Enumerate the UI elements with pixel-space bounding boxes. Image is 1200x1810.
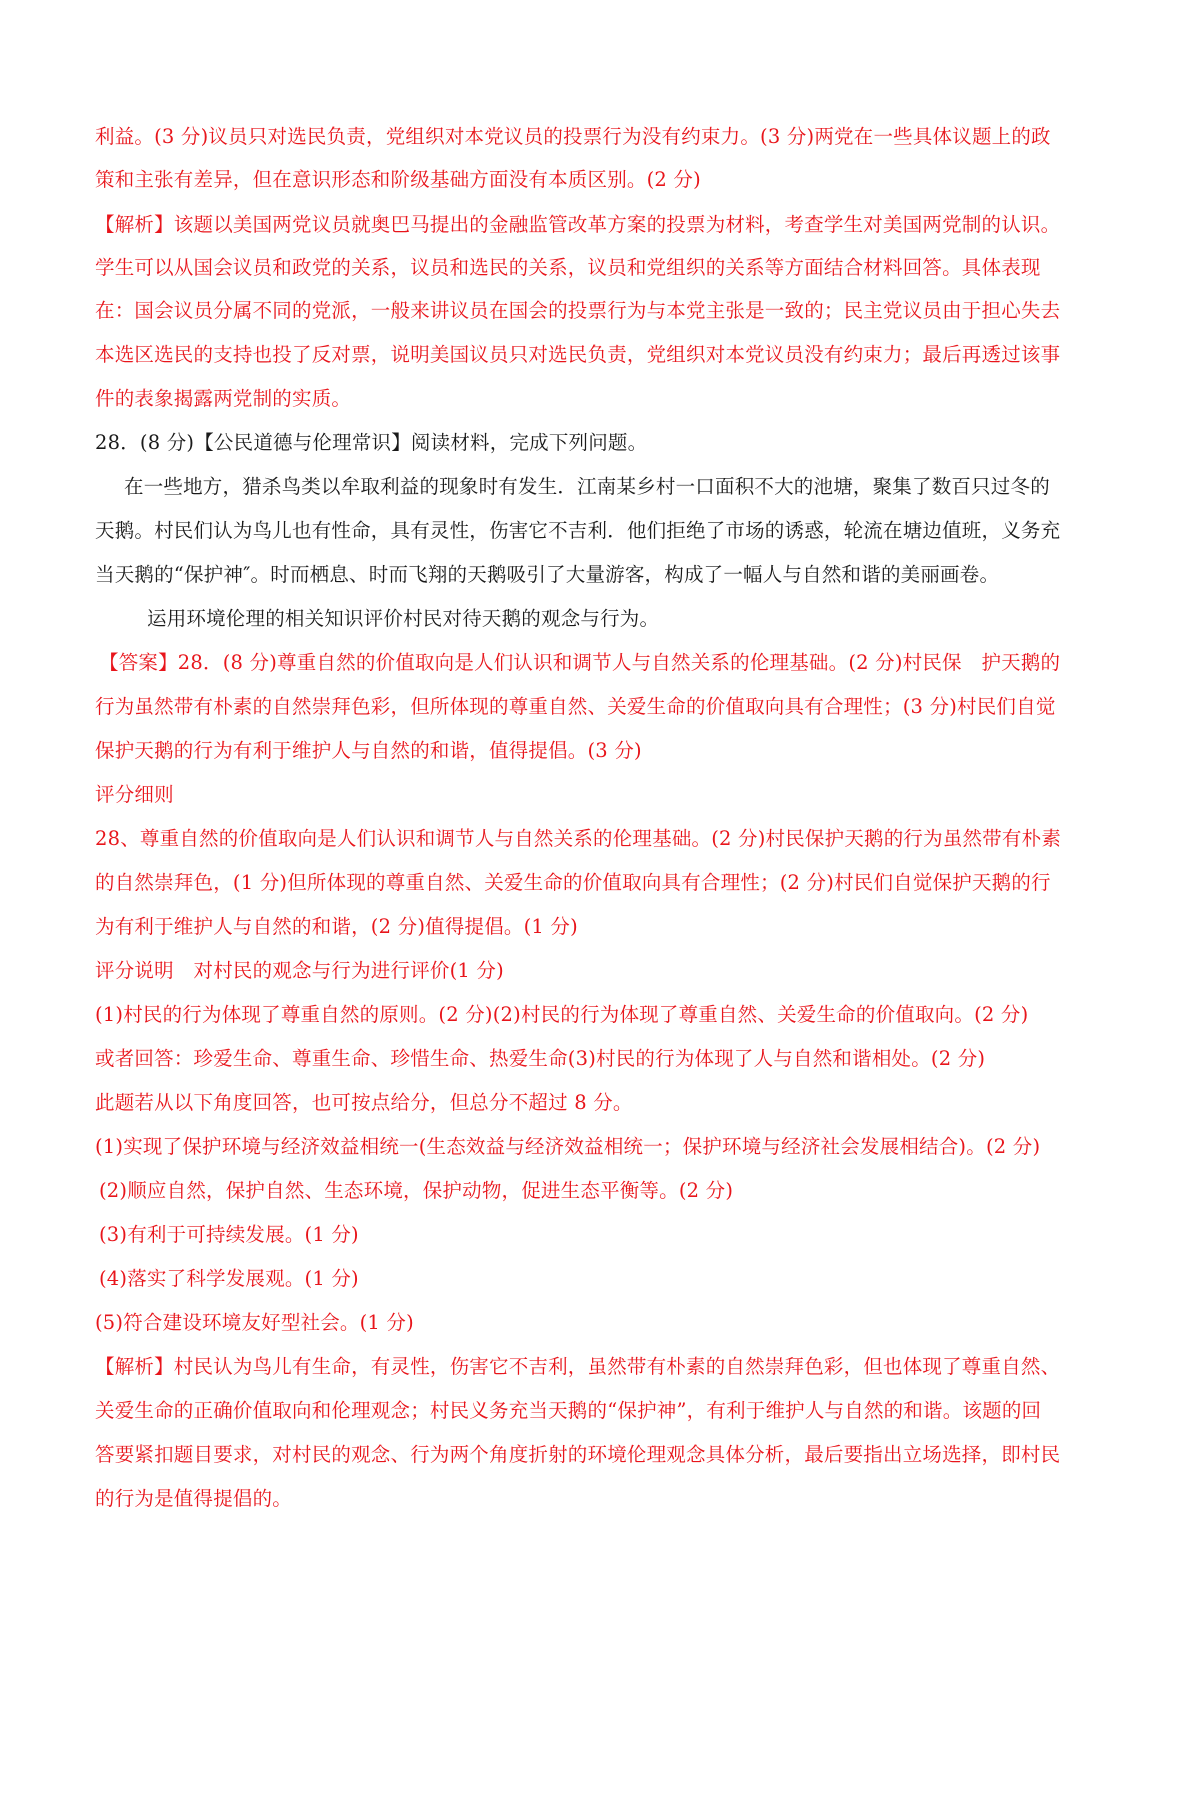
scoring-line: 或者回答：珍爱生命、尊重生命、珍惜生命、热爱生命(3)村民的行为体现了人与自然和谐相处。(2 分): [95, 1047, 986, 1070]
scoring-line: (5)符合建设环境友好型社会。(1 分): [95, 1311, 414, 1334]
answer-line: 【答案】28．(8 分)尊重自然的价值取向是人们认识和调节人与自然关系的伦理基础。(2 分)村民保 护天鹅的: [99, 651, 1061, 674]
scoring-note: 评分说明 对村民的观念与行为进行评价(1 分): [95, 959, 504, 982]
analysis-line: 关爱生命的正确价值取向和伦理观念；村民义务充当天鹅的“保护神”，有利于维护人与自然的和谐。该题的回: [95, 1399, 1042, 1422]
scoring-line: (1)实现了保护环境与经济效益相统一(生态效益与经济效益相统一；保护环境与经济社会发展相结合)。(2 分): [95, 1135, 1041, 1158]
answer-line: 行为虽然带有朴素的自然崇拜色彩，但所体现的尊重自然、关爱生命的价值取向具有合理性；(3 分)村民们自觉: [95, 695, 1056, 718]
analysis-line: 本选区选民的支持也投了反对票，说明美国议员只对选民负责，党组织对本党议员没有约束力；最后再透过该事: [95, 343, 1061, 366]
answer-line: 保护天鹅的行为有利于维护人与自然的和谐，值得提倡。(3 分): [95, 739, 642, 762]
material-line: 天鹅。村民们认为鸟儿也有性命，具有灵性，伤害它不吉利．他们拒绝了市场的诱惑，轮流在塘边值班，义务充: [95, 519, 1061, 542]
material-line: 当天鹅的“保护神″。时而栖息、时而飞翔的天鹅吸引了大量游客，构成了一幅人与自然和谐的美丽画卷。: [95, 563, 1000, 586]
analysis-line: 在：国会议员分属不同的党派，一般来讲议员在国会的投票行为与本党主张是一致的；民主党议员由于担心失去: [95, 299, 1061, 322]
scoring-line: (4)落实了科学发展观。(1 分): [99, 1267, 359, 1290]
question-heading: 28．(8 分)【公民道德与伦理常识】阅读材料，完成下列问题。: [95, 431, 648, 454]
scoring-line: 28、尊重自然的价值取向是人们认识和调节人与自然关系的伦理基础。(2 分)村民保护天鹅的行为虽然带有朴素: [95, 827, 1062, 850]
scoring-heading: 评分细则: [95, 783, 174, 806]
analysis-line: 【解析】村民认为鸟儿有生命，有灵性，伤害它不吉利，虽然带有朴素的自然崇拜色彩，但也体现了尊重自然、: [95, 1355, 1061, 1378]
scoring-line: 为有利于维护人与自然的和谐，(2 分)值得提倡。(1 分): [95, 915, 578, 938]
scoring-line: 的自然崇拜色，(1 分)但所体现的尊重自然、关爱生命的价值取向具有合理性；(2 分)村民们自觉保护天鹅的行: [95, 871, 1051, 894]
material-line: 在一些地方，猎杀鸟类以牟取利益的现象时有发生．江南某乡村一口面积不大的池塘，聚集了数百只过冬的: [124, 475, 1050, 498]
answer-line: 利益。(3 分)议员只对选民负责，党组织对本党议员的投票行为没有约束力。(3 分)两党在一些具体议题上的政: [95, 125, 1051, 148]
scoring-line: (3)有利于可持续发展。(1 分): [99, 1223, 359, 1246]
analysis-line: 的行为是值得提倡的。: [95, 1487, 293, 1510]
answer-line: 策和主张有差异，但在意识形态和阶级基础方面没有本质区别。(2 分): [95, 168, 701, 191]
question-prompt: 运用环境伦理的相关知识评价村民对待天鹅的观念与行为。: [147, 607, 660, 630]
scoring-line: 此题若从以下角度回答，也可按点给分，但总分不超过 8 分。: [95, 1091, 633, 1114]
analysis-line: 答要紧扣题目要求，对村民的观念、行为两个角度折射的环境伦理观念具体分析，最后要指出立场选择，即村民: [95, 1443, 1061, 1466]
analysis-line: 学生可以从国会议员和政党的关系，议员和选民的关系，议员和党组织的关系等方面结合材料回答。具体表现: [95, 256, 1041, 279]
analysis-line: 件的表象揭露两党制的实质。: [95, 387, 352, 410]
scoring-line: (2)顺应自然，保护自然、生态环境，保护动物，促进生态平衡等。(2 分): [99, 1179, 734, 1202]
scoring-line: (1)村民的行为体现了尊重自然的原则。(2 分)(2)村民的行为体现了尊重自然、关爱生命的价值取向。(2 分): [95, 1003, 1029, 1026]
analysis-line: 【解析】该题以美国两党议员就奥巴马提出的金融监管改革方案的投票为材料，考查学生对美国两党制的认识。: [95, 213, 1061, 236]
